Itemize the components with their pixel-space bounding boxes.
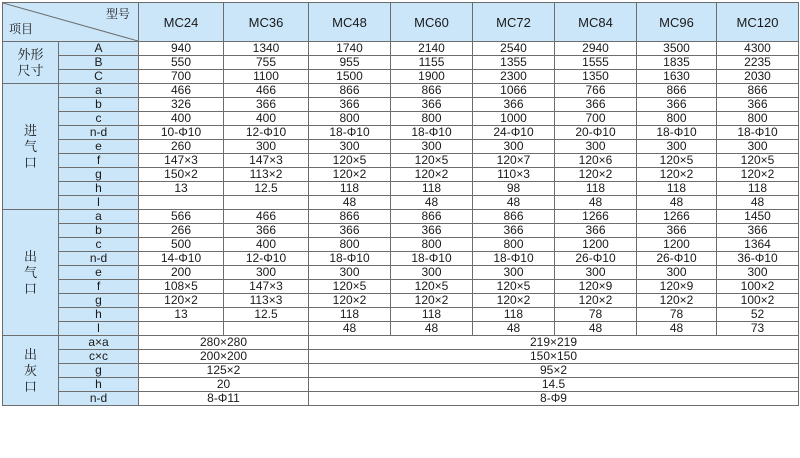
table-row [3,42,799,56]
value-cell: 100×2 [717,280,799,294]
value-cell: 3500 [637,42,717,56]
value-cell: 366 [555,224,637,238]
value-cell: 52 [717,308,799,322]
value-cell: 1000 [473,112,555,126]
table-row [3,126,799,140]
value-cell: 14-Φ10 [139,252,224,266]
table-row [3,182,799,196]
value-cell: 18-Φ10 [391,252,473,266]
value-cell: 120×6 [555,154,637,168]
value-cell: 48 [473,196,555,210]
value-cell: 955 [309,56,391,70]
table-row [3,266,799,280]
value-cell: 24-Φ10 [473,126,555,140]
model-header: MC84 [555,3,637,42]
value-cell: 300 [309,140,391,154]
value-cell: 800 [717,112,799,126]
value-cell: 26-Φ10 [637,252,717,266]
value-cell: 1555 [555,56,637,70]
table-row [3,98,799,112]
value-cell: 48 [309,196,391,210]
table-row [3,140,799,154]
value-cell: 36-Φ10 [717,252,799,266]
value-cell: 300 [391,266,473,280]
value-cell: 18-Φ10 [391,126,473,140]
value-cell: 700 [139,70,224,84]
value-cell: 147×3 [224,154,309,168]
value-cell: 120×2 [139,294,224,308]
value-cell: 366 [717,98,799,112]
value-cell: 366 [555,98,637,112]
value-cell: 866 [473,210,555,224]
spec-table [2,2,799,406]
param-label: n-d [59,126,139,140]
value-cell: 125×2 [139,364,309,378]
value-cell: 366 [637,98,717,112]
param-label: f [59,154,139,168]
value-cell [139,196,224,210]
value-cell: 466 [139,84,224,98]
table-row [3,322,799,336]
model-label: 型号 [105,7,130,21]
param-label: g [59,294,139,308]
table-row [3,336,799,350]
value-cell: 12-Φ10 [224,126,309,140]
value-cell: 400 [224,112,309,126]
param-label: a [59,84,139,98]
value-cell: 118 [391,182,473,196]
table-row [3,112,799,126]
value-cell: 108×5 [139,280,224,294]
value-cell: 120×7 [473,154,555,168]
value-cell: 940 [139,42,224,56]
param-label: l [59,322,139,336]
table-row [3,210,799,224]
table-row [3,350,799,364]
value-cell: 120×2 [391,168,473,182]
model-header: MC96 [637,3,717,42]
value-cell: 20 [139,378,309,392]
model-header: MC72 [473,3,555,42]
value-cell: 300 [391,140,473,154]
value-cell: 366 [224,98,309,112]
value-cell: 300 [473,266,555,280]
value-cell: 800 [391,112,473,126]
param-label: e [59,266,139,280]
value-cell: 120×2 [717,168,799,182]
value-cell: 2940 [555,42,637,56]
value-cell: 18-Φ10 [473,252,555,266]
model-header: MC120 [717,3,799,42]
value-cell: 1155 [391,56,473,70]
value-cell: 566 [139,210,224,224]
value-cell: 110×3 [473,168,555,182]
value-cell: 12-Φ10 [224,252,309,266]
param-label: f [59,280,139,294]
value-cell: 1500 [309,70,391,84]
value-cell: 48 [555,196,637,210]
value-cell: 1630 [637,70,717,84]
section-title-text: 出灰口 [23,346,37,394]
value-cell: 48 [637,196,717,210]
value-cell: 73 [717,322,799,336]
param-label: A [59,42,139,56]
value-cell: 1266 [555,210,637,224]
value-cell: 118 [473,308,555,322]
value-cell [224,196,309,210]
param-label: h [59,378,139,392]
section-title-text: 外形尺寸 [17,46,44,78]
value-cell: 118 [309,308,391,322]
header-row [3,3,799,42]
value-cell: 95×2 [309,364,799,378]
param-label: h [59,182,139,196]
value-cell: 1340 [224,42,309,56]
value-cell: 366 [391,224,473,238]
table-row [3,392,799,406]
param-label: c [59,238,139,252]
value-cell: 550 [139,56,224,70]
value-cell: 118 [637,182,717,196]
value-cell [139,322,224,336]
value-cell: 366 [717,224,799,238]
value-cell: 78 [637,308,717,322]
value-cell: 1200 [555,238,637,252]
value-cell: 366 [391,98,473,112]
value-cell: 18-Φ10 [309,126,391,140]
value-cell: 2540 [473,42,555,56]
value-cell: 120×5 [391,280,473,294]
param-label: C [59,70,139,84]
value-cell: 150×150 [309,350,799,364]
value-cell: 100×2 [717,294,799,308]
param-label: c×c [59,350,139,364]
table-row [3,154,799,168]
project-label: 项目 [9,22,34,36]
value-cell: 1364 [717,238,799,252]
model-header: MC48 [309,3,391,42]
value-cell: 120×2 [309,168,391,182]
value-cell: 147×3 [139,154,224,168]
value-cell: 2235 [717,56,799,70]
section-title-text: 出气口 [23,248,37,296]
value-cell: 300 [717,140,799,154]
value-cell: 118 [391,308,473,322]
value-cell: 300 [224,140,309,154]
value-cell: 12.5 [224,308,309,322]
value-cell: 2140 [391,42,473,56]
value-cell: 1350 [555,70,637,84]
value-cell: 48 [391,196,473,210]
value-cell: 366 [473,224,555,238]
table-row [3,224,799,238]
value-cell: 2300 [473,70,555,84]
value-cell: 48 [473,322,555,336]
value-cell: 118 [717,182,799,196]
value-cell: 48 [637,322,717,336]
value-cell: 219×219 [309,336,799,350]
value-cell: 150×2 [139,168,224,182]
value-cell: 120×2 [555,168,637,182]
value-cell: 866 [637,84,717,98]
value-cell: 120×2 [309,294,391,308]
value-cell: 147×3 [224,280,309,294]
value-cell: 1835 [637,56,717,70]
model-header: MC36 [224,3,309,42]
value-cell: 8-Φ9 [309,392,799,406]
table-row [3,70,799,84]
value-cell: 120×5 [637,154,717,168]
value-cell: 8-Φ11 [139,392,309,406]
value-cell: 13 [139,308,224,322]
param-label: b [59,98,139,112]
param-label: a [59,210,139,224]
value-cell: 800 [309,112,391,126]
value-cell: 1200 [637,238,717,252]
table-row [3,280,799,294]
value-cell: 366 [637,224,717,238]
value-cell: 200 [139,266,224,280]
value-cell: 120×5 [309,154,391,168]
param-label: B [59,56,139,70]
value-cell [224,322,309,336]
model-header: MC24 [139,3,224,42]
value-cell: 866 [391,84,473,98]
value-cell: 755 [224,56,309,70]
value-cell: 300 [555,140,637,154]
value-cell: 800 [391,238,473,252]
value-cell: 466 [224,210,309,224]
table-row [3,56,799,70]
param-label: g [59,168,139,182]
value-cell: 266 [139,224,224,238]
value-cell: 48 [555,322,637,336]
value-cell: 366 [224,224,309,238]
value-cell: 4300 [717,42,799,56]
table-row [3,252,799,266]
value-cell: 18-Φ10 [717,126,799,140]
value-cell: 118 [309,182,391,196]
value-cell: 1900 [391,70,473,84]
value-cell: 326 [139,98,224,112]
value-cell: 300 [637,140,717,154]
value-cell: 12.5 [224,182,309,196]
value-cell: 866 [391,210,473,224]
value-cell: 866 [717,84,799,98]
value-cell: 120×5 [309,280,391,294]
table-row [3,378,799,392]
value-cell: 1100 [224,70,309,84]
param-label: g [59,364,139,378]
value-cell: 1355 [473,56,555,70]
value-cell: 120×2 [473,294,555,308]
value-cell: 866 [309,210,391,224]
value-cell: 300 [555,266,637,280]
value-cell: 300 [473,140,555,154]
value-cell: 300 [224,266,309,280]
value-cell: 120×2 [637,168,717,182]
section-title-text: 进气口 [23,122,37,170]
param-label: e [59,140,139,154]
table-row [3,84,799,98]
value-cell: 98 [473,182,555,196]
value-cell: 300 [637,266,717,280]
value-cell: 120×5 [717,154,799,168]
value-cell: 280×280 [139,336,309,350]
value-cell: 120×5 [391,154,473,168]
value-cell: 14.5 [309,378,799,392]
value-cell: 48 [391,322,473,336]
value-cell: 1740 [309,42,391,56]
value-cell: 400 [224,238,309,252]
value-cell: 800 [473,238,555,252]
param-label: l [59,196,139,210]
value-cell: 118 [555,182,637,196]
value-cell: 1450 [717,210,799,224]
table-row [3,238,799,252]
param-label: a×a [59,336,139,350]
param-label: n-d [59,252,139,266]
value-cell: 200×200 [139,350,309,364]
value-cell: 20-Φ10 [555,126,637,140]
value-cell: 300 [309,266,391,280]
value-cell: 18-Φ10 [309,252,391,266]
value-cell: 700 [555,112,637,126]
table-row [3,364,799,378]
header-corner [3,3,139,42]
table-row [3,308,799,322]
value-cell: 18-Φ10 [637,126,717,140]
value-cell: 78 [555,308,637,322]
value-cell: 2030 [717,70,799,84]
value-cell: 766 [555,84,637,98]
value-cell: 800 [637,112,717,126]
value-cell: 13 [139,182,224,196]
value-cell: 48 [309,322,391,336]
param-label: h [59,308,139,322]
value-cell: 300 [717,266,799,280]
model-header: MC60 [391,3,473,42]
value-cell: 366 [309,224,391,238]
value-cell: 1066 [473,84,555,98]
value-cell: 366 [309,98,391,112]
value-cell: 466 [224,84,309,98]
value-cell: 500 [139,238,224,252]
value-cell: 120×2 [637,294,717,308]
param-label: b [59,224,139,238]
value-cell: 120×9 [637,280,717,294]
value-cell: 866 [309,84,391,98]
param-label: c [59,112,139,126]
value-cell: 400 [139,112,224,126]
table-row [3,168,799,182]
value-cell: 120×2 [555,294,637,308]
value-cell: 120×9 [555,280,637,294]
value-cell: 1266 [637,210,717,224]
param-label: n-d [59,392,139,406]
section-title [3,42,59,84]
table-row [3,196,799,210]
value-cell: 48 [717,196,799,210]
table-row [3,294,799,308]
value-cell: 26-Φ10 [555,252,637,266]
section-title [3,210,59,336]
value-cell: 113×2 [224,168,309,182]
value-cell: 366 [473,98,555,112]
value-cell: 10-Φ10 [139,126,224,140]
section-title [3,336,59,406]
value-cell: 113×3 [224,294,309,308]
value-cell: 800 [309,238,391,252]
value-cell: 120×5 [473,280,555,294]
table-body [3,42,799,406]
section-title [3,84,59,210]
value-cell: 120×2 [391,294,473,308]
value-cell: 260 [139,140,224,154]
